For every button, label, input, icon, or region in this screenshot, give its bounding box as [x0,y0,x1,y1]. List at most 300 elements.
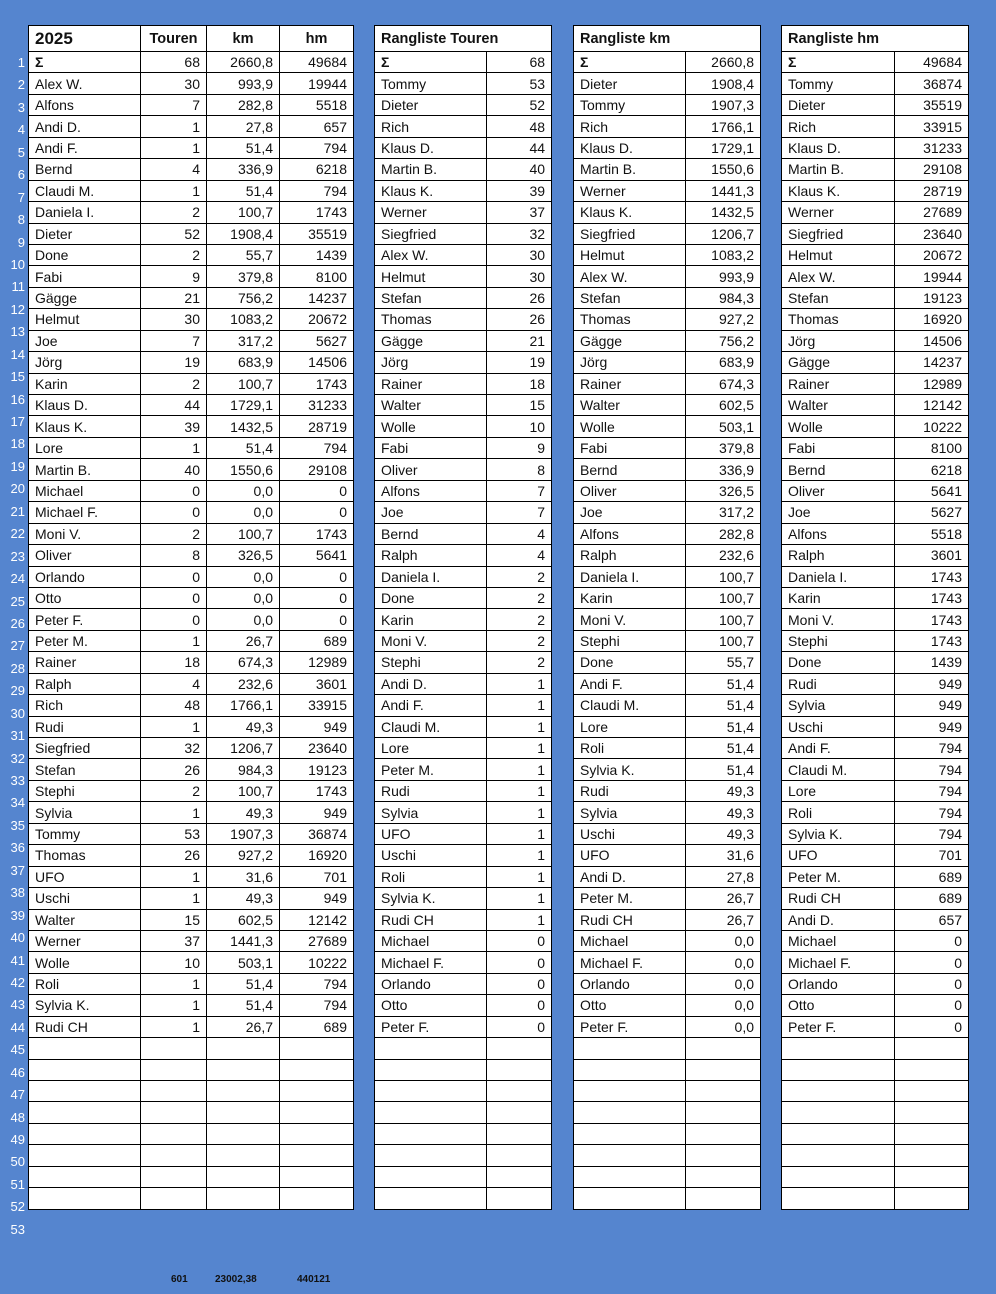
table-row [782,287,969,308]
touren-cell [141,1145,207,1166]
row-number: 12 [10,301,25,317]
value-cell: 282,8 [686,523,761,544]
value-cell: 1206,7 [686,223,761,244]
value-cell: 36874 [895,73,969,94]
table-row [29,94,354,115]
name-cell: Dieter [29,223,141,244]
name-cell [782,1188,895,1209]
name-cell: Rudi [29,716,141,737]
value-cell: 1743 [895,566,969,587]
touren-cell [141,1188,207,1209]
table-row [782,652,969,673]
row-number: 9 [17,234,25,250]
name-cell: Otto [375,995,487,1016]
value-cell: 927,2 [686,309,761,330]
name-cell: Sylvia [782,695,895,716]
table-row [375,1188,552,1209]
name-cell: Peter F. [29,609,141,630]
hm-header: hm [280,26,354,52]
name-cell: Michael F. [375,952,487,973]
table-row [782,1145,969,1166]
value-cell: 0 [895,1016,969,1037]
name-cell [574,1188,686,1209]
table-row [574,673,761,694]
value-cell: 49,3 [686,802,761,823]
value-cell: 701 [895,845,969,866]
value-cell: 2 [487,630,552,651]
hm-cell: 0 [280,609,354,630]
km-cell [207,1081,280,1102]
value-cell: 336,9 [686,459,761,480]
table-row [29,909,354,930]
table-row [782,759,969,780]
name-cell: Peter M. [29,630,141,651]
value-cell: 1908,4 [686,73,761,94]
value-cell [686,1102,761,1123]
name-cell: UFO [29,866,141,887]
table-row [375,952,552,973]
name-cell: Jörg [782,330,895,351]
table-row [29,159,354,180]
name-cell: Klaus K. [574,202,686,223]
hm-cell: 5518 [280,94,354,115]
table-row [574,738,761,759]
value-cell: 100,7 [686,630,761,651]
name-cell: Jörg [574,352,686,373]
name-cell: Walter [29,909,141,930]
value-cell: 4 [487,545,552,566]
total-hm: 440121 [297,1274,331,1285]
table-row [574,866,761,887]
km-cell: 503,1 [207,952,280,973]
value-cell: 379,8 [686,437,761,458]
table-row [782,930,969,951]
km-cell: 26,7 [207,1016,280,1037]
table-row [29,1145,354,1166]
name-cell: Ralph [29,673,141,694]
name-cell: Martin B. [782,159,895,180]
name-cell: Moni V. [574,609,686,630]
table-row [782,630,969,651]
row-number: 8 [17,212,25,228]
name-cell: Ralph [375,545,487,566]
name-cell: Ralph [782,545,895,566]
hm-cell: 28719 [280,416,354,437]
value-cell: 23640 [895,223,969,244]
value-cell: 794 [895,738,969,759]
table-row [574,137,761,158]
table-row [29,587,354,608]
value-cell: 2 [487,652,552,673]
name-cell: Klaus D. [782,137,895,158]
name-cell: Tommy [782,73,895,94]
table-row [782,73,969,94]
table-row [782,223,969,244]
touren-header: Touren [141,26,207,52]
name-cell: Sylvia K. [782,823,895,844]
table-row [29,373,354,394]
table-row [574,995,761,1016]
row-number: 24 [10,571,25,587]
table-row [375,545,552,566]
row-number: 23 [10,548,25,564]
table-row [782,587,969,608]
name-cell: Klaus K. [782,180,895,201]
row-number: 30 [10,705,25,721]
table-row [375,1166,552,1187]
value-cell: 1743 [895,609,969,630]
name-cell: Done [375,587,487,608]
name-cell: Lore [574,716,686,737]
value-cell: 0,0 [686,973,761,994]
name-cell [375,1123,487,1144]
name-cell: Alfons [375,480,487,501]
table-row [574,352,761,373]
value-cell [487,1123,552,1144]
table-row [782,266,969,287]
km-cell: 326,5 [207,545,280,566]
value-cell: 51,4 [686,716,761,737]
value-cell: 29108 [895,159,969,180]
table-row [29,73,354,94]
rangliste-hm-header: Rangliste hm [782,26,969,52]
row-number: 50 [10,1154,25,1170]
row-number: 1 [17,55,25,70]
km-cell: 49,3 [207,888,280,909]
value-cell: 51,4 [686,673,761,694]
name-cell: Roli [375,866,487,887]
value-cell [686,1038,761,1059]
km-cell: 100,7 [207,780,280,801]
value-cell [686,1123,761,1144]
sum-label: Σ [29,52,141,73]
row-number: 2 [17,77,25,93]
name-cell: Andi D. [782,909,895,930]
table-row [574,309,761,330]
value-cell: 993,9 [686,266,761,287]
value-cell: 48 [487,116,552,137]
table-row [29,759,354,780]
hm-cell: 0 [280,587,354,608]
value-cell: 51,4 [686,695,761,716]
touren-cell: 1 [141,888,207,909]
name-cell: Otto [574,995,686,1016]
table-row [574,1123,761,1144]
km-cell [207,1059,280,1080]
table-row [375,502,552,523]
name-cell: Joe [574,502,686,523]
touren-cell: 18 [141,652,207,673]
touren-cell: 21 [141,287,207,308]
rangliste-touren-header: Rangliste Touren [375,26,552,52]
table-row [375,94,552,115]
touren-cell: 10 [141,952,207,973]
row-number: 43 [10,997,25,1013]
total-touren: 601 [171,1274,188,1285]
table-row [375,652,552,673]
table-row [375,609,552,630]
touren-cell: 30 [141,73,207,94]
name-cell: Sylvia [29,802,141,823]
year-header: 2025 [29,26,141,52]
row-number: 16 [10,391,25,407]
name-cell: Roli [782,802,895,823]
touren-cell: 1 [141,1016,207,1037]
table-row [574,180,761,201]
table-row [29,437,354,458]
touren-cell: 7 [141,94,207,115]
hm-cell [280,1123,354,1144]
touren-cell [141,1123,207,1144]
name-cell: Wolle [574,416,686,437]
name-cell: Klaus D. [29,395,141,416]
table-row [574,909,761,930]
table-row [375,395,552,416]
touren-cell: 2 [141,523,207,544]
table-row [782,845,969,866]
hm-cell: 1743 [280,523,354,544]
table-row [375,909,552,930]
name-cell: Werner [375,202,487,223]
value-cell: 15 [487,395,552,416]
value-cell: 32 [487,223,552,244]
table-row [375,523,552,544]
table-row [375,180,552,201]
row-number: 48 [10,1109,25,1125]
km-cell [207,1145,280,1166]
value-cell [895,1166,969,1187]
table-row [782,673,969,694]
name-cell: Werner [782,202,895,223]
hm-cell: 12142 [280,909,354,930]
table-row [782,309,969,330]
table-row [29,673,354,694]
hm-cell: 8100 [280,266,354,287]
touren-cell: 19 [141,352,207,373]
km-cell: 0,0 [207,609,280,630]
value-cell [895,1038,969,1059]
name-cell: Siegfried [29,738,141,759]
name-cell: Andi D. [375,673,487,694]
table-row [574,1016,761,1037]
name-cell: Oliver [375,459,487,480]
km-cell: 31,6 [207,866,280,887]
sum-row [375,52,552,73]
value-cell: 49,3 [686,780,761,801]
table-row [375,566,552,587]
table-row [782,180,969,201]
name-cell: Rudi [375,780,487,801]
value-cell: 1743 [895,587,969,608]
value-cell: 52 [487,94,552,115]
name-cell [782,1059,895,1080]
sum-km: 2660,8 [207,52,280,73]
touren-cell: 26 [141,759,207,780]
value-cell: 1907,3 [686,94,761,115]
table-row [574,1038,761,1059]
table-row [29,266,354,287]
name-cell: UFO [375,823,487,844]
name-cell: Rudi [574,780,686,801]
value-cell: 20672 [895,244,969,265]
value-cell: 27689 [895,202,969,223]
table-row [782,1038,969,1059]
touren-cell: 52 [141,223,207,244]
name-cell: Andi D. [574,866,686,887]
name-cell: Uschi [782,716,895,737]
hm-cell: 1743 [280,373,354,394]
table-row [29,1188,354,1209]
value-cell: 31233 [895,137,969,158]
hm-cell [280,1145,354,1166]
km-cell: 927,2 [207,845,280,866]
name-cell: Bernd [782,459,895,480]
value-cell: 1083,2 [686,244,761,265]
name-cell: Stephi [782,630,895,651]
table-row [29,1038,354,1059]
table-row [574,1145,761,1166]
table-row [574,952,761,973]
value-cell: 0 [487,1016,552,1037]
value-cell: 602,5 [686,395,761,416]
table-row [782,738,969,759]
name-cell: Claudi M. [782,759,895,780]
hm-cell: 0 [280,502,354,523]
table-row [782,352,969,373]
km-cell: 317,2 [207,330,280,351]
name-cell: Michael [375,930,487,951]
value-cell: 55,7 [686,652,761,673]
name-cell: Alex W. [375,244,487,265]
hm-cell: 657 [280,116,354,137]
name-cell: Otto [29,587,141,608]
table-row [782,995,969,1016]
value-cell: 0,0 [686,930,761,951]
name-cell: Sylvia K. [375,888,487,909]
name-cell: UFO [574,845,686,866]
name-cell: Siegfried [574,223,686,244]
value-cell: 21 [487,330,552,351]
km-cell: 51,4 [207,973,280,994]
value-cell: 232,6 [686,545,761,566]
sum-value: 2660,8 [686,52,761,73]
table-row [29,1016,354,1037]
hm-cell [280,1038,354,1059]
table-row [375,780,552,801]
name-cell: Joe [782,502,895,523]
table-row [29,566,354,587]
touren-cell: 2 [141,244,207,265]
value-cell: 16920 [895,309,969,330]
name-cell: Andi F. [375,695,487,716]
table-row [574,94,761,115]
row-number: 31 [10,728,25,744]
row-number: 13 [10,324,25,340]
touren-cell: 4 [141,159,207,180]
row-number: 47 [10,1087,25,1103]
value-cell: 1 [487,909,552,930]
value-cell: 100,7 [686,609,761,630]
table-row [574,759,761,780]
table-row [782,437,969,458]
name-cell: Rudi CH [782,888,895,909]
value-cell: 0,0 [686,952,761,973]
table-row [782,909,969,930]
name-cell [29,1166,141,1187]
name-cell: Joe [29,330,141,351]
row-number: 40 [10,930,25,946]
touren-cell: 1 [141,995,207,1016]
name-cell [29,1038,141,1059]
table-row [375,716,552,737]
row-number-column [0,52,26,1241]
name-cell: Walter [574,395,686,416]
table-row [375,1123,552,1144]
value-cell: 0 [487,995,552,1016]
table-row [375,459,552,480]
value-cell: 12989 [895,373,969,394]
km-cell [207,1188,280,1209]
name-cell: Peter M. [782,866,895,887]
value-cell [895,1145,969,1166]
name-cell: Peter M. [574,888,686,909]
name-cell [574,1145,686,1166]
table-row [574,1188,761,1209]
name-cell: Sylvia K. [29,995,141,1016]
name-cell: Stefan [375,287,487,308]
table-row [375,416,552,437]
name-cell: Rich [574,116,686,137]
name-cell: Werner [574,180,686,201]
row-number: 35 [10,817,25,833]
table-row [29,1123,354,1144]
km-cell: 1908,4 [207,223,280,244]
name-cell: Siegfried [782,223,895,244]
hm-cell [280,1102,354,1123]
hm-cell [280,1166,354,1187]
name-cell: Thomas [782,309,895,330]
km-cell: 49,3 [207,716,280,737]
table-row [29,845,354,866]
km-cell: 379,8 [207,266,280,287]
value-cell: 8 [487,459,552,480]
touren-cell: 1 [141,866,207,887]
table-row [29,244,354,265]
name-cell: Werner [29,930,141,951]
table-row [29,995,354,1016]
table-row [375,309,552,330]
table-row [782,1059,969,1080]
name-cell: Gägge [29,287,141,308]
name-cell: Gägge [574,330,686,351]
name-cell [574,1166,686,1187]
hm-cell [280,1188,354,1209]
sum-label: Σ [574,52,686,73]
table-row [574,159,761,180]
touren-cell: 53 [141,823,207,844]
hm-cell: 14237 [280,287,354,308]
value-cell: 2 [487,587,552,608]
name-cell [375,1102,487,1123]
row-number: 10 [10,256,25,272]
table-row [574,695,761,716]
name-cell: Sylvia [574,802,686,823]
sum-row [29,52,354,73]
touren-cell: 1 [141,802,207,823]
table-row [782,116,969,137]
name-cell: Bernd [29,159,141,180]
value-cell [487,1059,552,1080]
